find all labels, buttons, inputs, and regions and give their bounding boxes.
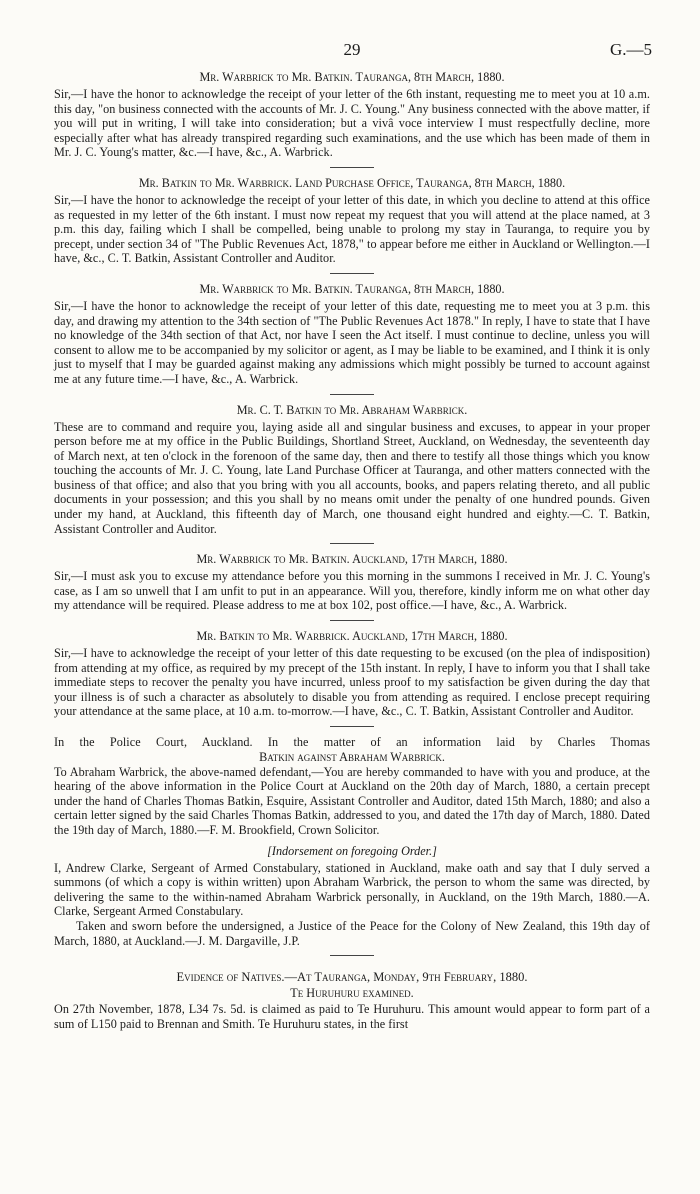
letter-1 xyxy=(54,70,650,160)
letter-body: Sir,—I have to acknowledge the receipt of your letter of this date requesting to be excused (on the plea of indisposition) from attending at my office, as required by my precept of the 15th instant. In reply, I have to inform you that I shall take immediate steps to recover the penalty you have incurred, unless proof to my satisfaction be given during the day that your illness is of such a character as absolutely to disable you from attending as required. I enclose precept requiring your attendance at the same place, at 10 a.m. to-morrow.—I have, &c., C. T. Batkin, Assistant Controller and Auditor. xyxy=(54,646,650,719)
divider-rule xyxy=(330,543,374,544)
evidence-subheading: Te Huruhuru examined. xyxy=(290,986,414,1001)
document-page xyxy=(54,40,650,1031)
letter-body: Sir,—I must ask you to excuse my attendance before you this morning in the summons I received in Mr. J. C. Young's case, as I am so unwell that I am unfit to put in an appearance. Will you, therefore, kindly inform me on what other day my attendance will be required. Please address to me at box 102, post office.—I have, &c., A. Warbrick. xyxy=(54,569,650,613)
letter-body: Sir,—I have the honor to acknowledge the receipt of your letter of this date, in which you decline to attend at this office as requested in my letter of the 6th instant. I must now repeat my request that you will attend at the place named, at 3 p.m. this day, failing which I shall be compelled, being unable to prolong my stay in Tauranga, to require you by precept, under section 34 of "The Public Revenues Act, 1878," to appear before me either in Auckland or Wellington.—I have, &c., C. T. Batkin, Assistant Controller and Auditor. xyxy=(54,192,650,266)
letter-2 xyxy=(54,176,650,266)
endorsement-heading: [Indorsement on foregoing Order.] xyxy=(267,843,437,858)
court-order-body: To Abraham Warbrick, the above-named defendant,—You are hereby commanded to have with you and produce, at the hearing of the above information in the Police Court at Auckland on the 20th day of March, 1880, a certain precept under the hand of Charles Thomas Batkin, Esquire, Assistant Controller and Auditor, dated 15th March, 1880; and also a certain letter signed by the said Charles Thomas Batkin, addressed to you, and dated the 17th day of March, 1880. Dated the 19th day of March, 1880.—F. M. Brookfield, Crown Solicitor. xyxy=(54,764,650,837)
page-number: 29 xyxy=(343,40,361,59)
court-order xyxy=(54,735,650,838)
endorsement-body: I, Andrew Clarke, Sergeant of Armed Constabulary, stationed in Auckland, make oath and say that I duly served a summons (of which a copy is within written) upon Abraham Warbrick, the person to whom the same was directed, by delivering the same to the within-named Abraham Warbrick personally, in Auckland, on the 19th March, 1880.—A. Clarke, Sergeant Armed Constabulary. xyxy=(54,860,650,919)
divider-rule xyxy=(330,955,374,956)
precept xyxy=(54,403,650,537)
divider-rule xyxy=(330,167,374,168)
letter-body: These are to command and require you, laying aside all and singular business and excuses, to appear in your proper person before me at my office in the Public Buildings, Shortland Street, Auckland, on Wednesday, the seventeenth day of March next, at ten o'clock in the forenoon of the same day, then and there to testify all those things which you know touching the accounts of Mr. J. C. Young, late Land Purchase Officer at Tauranga, and other matters connected with the business of that office; and also that you bring with you all accounts, books, and papers relating thereto, and all public documents in your possession; and this you shall by no means omit under the penalty of one hundred pounds. Given under my hand, at Auckland, this fifteenth day of March, one thousand eight hundred and eighty.—C. T. Batkin, Assistant Controller and Auditor. xyxy=(54,419,650,536)
letter-heading: Mr. Warbrick to Mr. Batkin. Auckland, 17th March, 1880. xyxy=(196,552,508,567)
court-title-line-1: In the Police Court, Auckland. In the matter of an information laid by Charles Thomas xyxy=(54,735,650,749)
divider-rule xyxy=(330,620,374,621)
sworn-statement: Taken and sworn before the undersigned, a Justice of the Peace for the Colony of New Zealand, this 19th day of March, 1880, at Auckland.—J. M. Dargaville, J.P. xyxy=(54,918,650,948)
letter-5 xyxy=(54,552,650,613)
evidence-heading: Evidence of Natives.—At Tauranga, Monday, 9th February, 1880. xyxy=(176,970,528,985)
evidence-body: On 27th November, 1878, L34 7s. 5d. is claimed as paid to Te Huruhuru. This amount would appear to form part of a sum of L150 paid to Brennan and Smith. Te Huruhuru states, in the first xyxy=(54,1002,650,1031)
letter-body: Sir,—I have the honor to acknowledge the receipt of your letter of this date, requesting me to meet you at 3 p.m. this day, and drawing my attention to the 34th section of "The Public Revenues Act 1878." In reply, I have to state that I have no knowledge of the 34th section of that Act, nor have I seen the Act itself. I must continue to decline, unless you will consent to allow me to be accompanied by my solicitor or agent, as I may be liable to be examined, and I think it is only just to myself that I may be guarded against making any admissions which might possibly be turned to account against me at any future time.—I have, &c., A. Warbrick. xyxy=(54,298,650,386)
letter-3 xyxy=(54,282,650,387)
evidence-section xyxy=(54,970,650,1031)
letter-heading: Mr. Batkin to Mr. Warbrick. Auckland, 17th March, 1880. xyxy=(196,629,508,644)
endorsement xyxy=(54,844,650,949)
divider-rule xyxy=(330,394,374,395)
letter-body: Sir,—I have the honor to acknowledge the receipt of your letter of the 6th instant, requesting me to meet you at 10 a.m. this day, "on business connected with the accounts of Mr. J. C. Young." Any business connected with the above matter, if you will put in writing, I will take into consideration; but a vivâ voce interview I must respectfully decline, more especially after what has already transpired regarding such examinations, and the use which has been made of them in Mr. J. C. Young's matter, &c.—I have, &c., A. Warbrick. xyxy=(54,87,650,160)
divider-rule xyxy=(330,726,374,727)
court-title-line-2: Batkin against Abraham Warbrick. xyxy=(259,749,445,764)
letter-heading: Mr. C. T. Batkin to Mr. Abraham Warbrick. xyxy=(236,402,468,417)
page-header xyxy=(54,40,650,70)
letter-heading: Mr. Warbrick to Mr. Batkin. Tauranga, 8th March, 1880. xyxy=(199,281,505,296)
letter-heading: Mr. Batkin to Mr. Warbrick. Land Purchase Office, Tauranga, 8th March, 1880. xyxy=(138,175,566,190)
divider-rule xyxy=(330,273,374,274)
letter-6 xyxy=(54,629,650,719)
letter-heading: Mr. Warbrick to Mr. Batkin. Tauranga, 8th March, 1880. xyxy=(199,70,505,84)
document-reference: G.—5 xyxy=(609,40,652,59)
